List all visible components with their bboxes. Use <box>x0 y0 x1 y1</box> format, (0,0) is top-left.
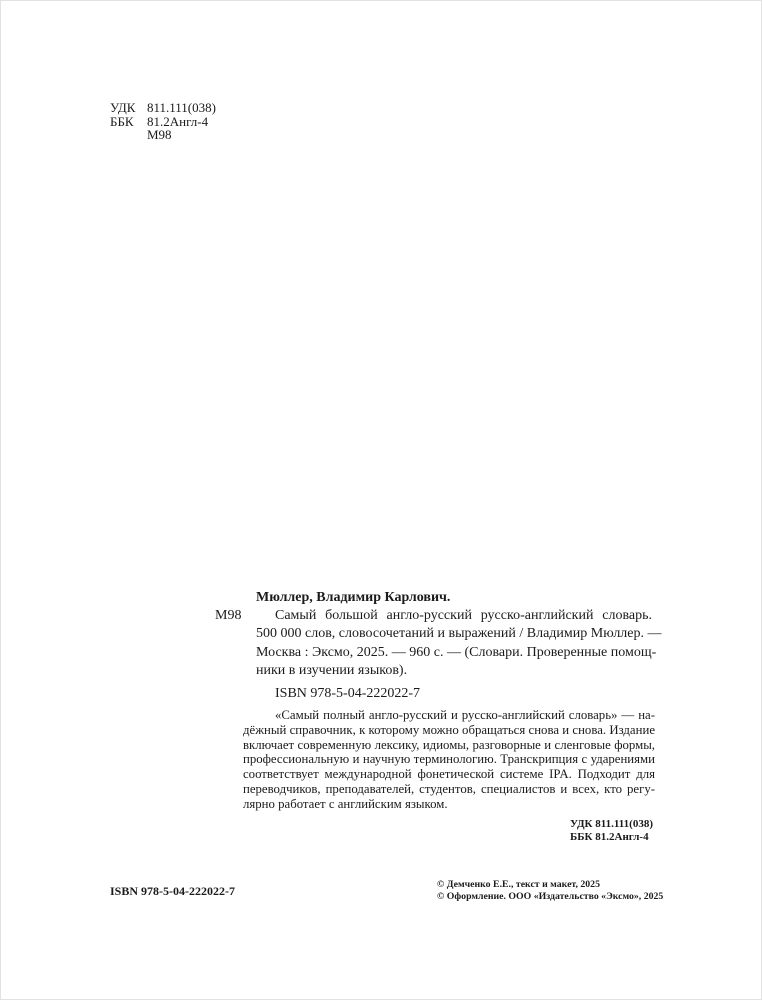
text-line: © Демченко Е.Е., текст и макет, 2025 <box>437 879 600 890</box>
bbk-value: 81.2Англ-4 <box>147 113 209 129</box>
text-line: 500 000 слов, словосочетаний и выражений / Владимир Мюллер. — <box>256 626 662 642</box>
author-heading: Мюллер, Владимир Карлович. <box>256 590 451 605</box>
card-author-sign: М98 <box>215 608 242 623</box>
udk-label: УДК <box>110 100 136 115</box>
empty-cell <box>110 128 147 142</box>
card-isbn-line: ISBN 978-5-04-222022-7 <box>275 686 421 702</box>
text-line: «Самый полный англо-русский и русско-английский словарь» — на- <box>275 708 655 722</box>
text-line: дёжный справочник, к которому можно обращаться снова и снова. Издание <box>243 722 655 737</box>
udk-value: 811.111(038) <box>147 100 216 115</box>
annotation-paragraph <box>243 708 655 812</box>
text-line: соответствует международной фонетической системе IPA. Подходит для <box>243 767 655 782</box>
text-line: ники в изучении языков). <box>256 662 408 678</box>
catalog-card <box>215 589 662 703</box>
bibliographic-description <box>256 607 662 680</box>
footer-isbn: ISBN 978-5-04-222022-7 <box>110 884 235 898</box>
top-codes-block <box>110 101 216 142</box>
text-line: включает современную лексику, идиомы, разговорные и сленговые формы, <box>243 737 655 752</box>
text-line: Москва : Эксмо, 2025. — 960 с. — (Словари. Проверенные помощ- <box>256 644 657 660</box>
bbk-label: ББК <box>110 113 134 129</box>
text-line: © Оформление. ООО «Издательство «Эксмо», 2025 <box>437 891 664 903</box>
bottom-codes-block <box>570 818 653 844</box>
bottom-bbk-line: ББК 81.2Англ-4 <box>570 831 649 844</box>
text-line: переводчиков, преподавателей, студентов, специалистов и всех, кто регу- <box>243 781 655 796</box>
text-line: лярно работает с английским языком. <box>243 796 448 811</box>
copyright-block <box>437 879 663 904</box>
bottom-udk-line: УДК 811.111(038) <box>570 818 654 830</box>
author-sign: М98 <box>147 127 172 143</box>
text-line: профессиональную и научную терминологию. Транскрипция с ударениями <box>243 752 655 767</box>
text-line: Самый большой англо-русский русско-английский словарь. <box>275 608 652 624</box>
